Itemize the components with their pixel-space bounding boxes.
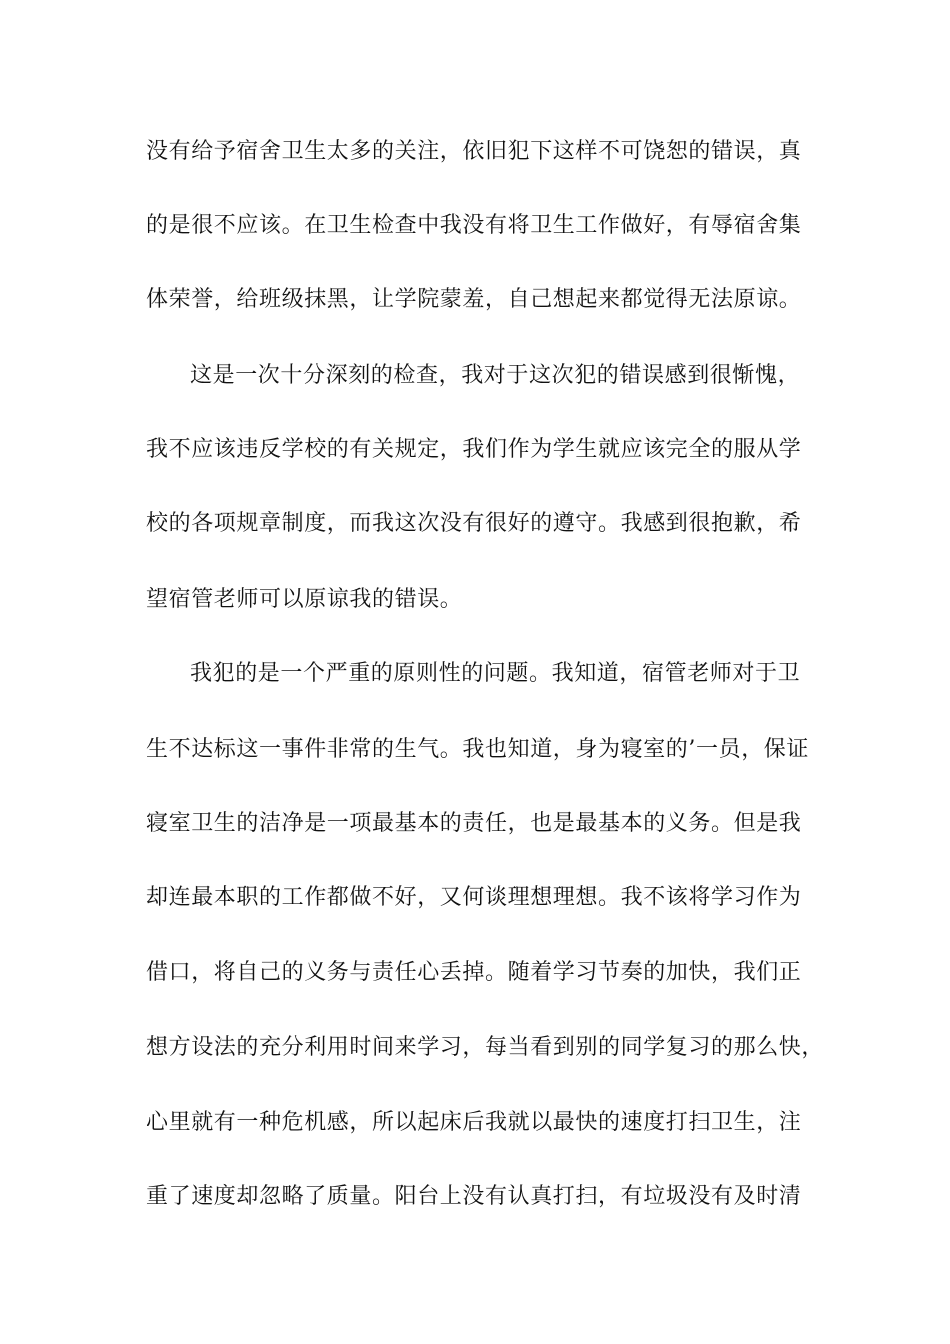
text-line: 却连最本职的工作都做不好，又何谈理想理想。我不该将学习作为 <box>146 885 802 910</box>
text-line: 我不应该违反学校的有关规定，我们作为学生就应该完全的服从学 <box>146 437 802 462</box>
text-line: 没有给予宿舍卫生太多的关注，依旧犯下这样不可饶恕的错误，真 <box>146 139 802 164</box>
text-line: 想方设法的充分利用时间来学习，每当看到别的同学复习的那么快， <box>146 1035 825 1060</box>
text-line: 望宿管老师可以原谅我的错误。 <box>146 587 463 612</box>
text-line: 的是很不应该。在卫生检查中我没有将卫生工作做好，有辱宿舍集 <box>146 213 802 238</box>
paragraph-first-line: 这是一次十分深刻的检查，我对于这次犯的错误感到很惭愧， <box>190 363 801 388</box>
text-line: 校的各项规章制度，而我这次没有很好的遵守。我感到很抱歉，希 <box>146 511 802 536</box>
text-line: 心里就有一种危机感，所以起床后我就以最快的速度打扫卫生，注 <box>146 1110 802 1135</box>
paragraph-first-line: 我犯的是一个严重的原则性的问题。我知道，宿管老师对于卫 <box>190 661 801 686</box>
text-line: 重了速度却忽略了质量。阳台上没有认真打扫，有垃圾没有及时清 <box>146 1184 802 1209</box>
text-line: 寝室卫生的洁净是一项最基本的责任，也是最基本的义务。但是我 <box>146 811 802 836</box>
text-line: 生不达标这一事件非常的生气。我也知道，身为寝室的’一员，保证 <box>146 737 809 762</box>
text-line: 体荣誉，给班级抹黑，让学院蒙羞，自己想起来都觉得无法原谅。 <box>146 287 802 312</box>
text-line: 借口，将自己的义务与责任心丢掉。随着学习节奏的加快，我们正 <box>146 960 802 985</box>
